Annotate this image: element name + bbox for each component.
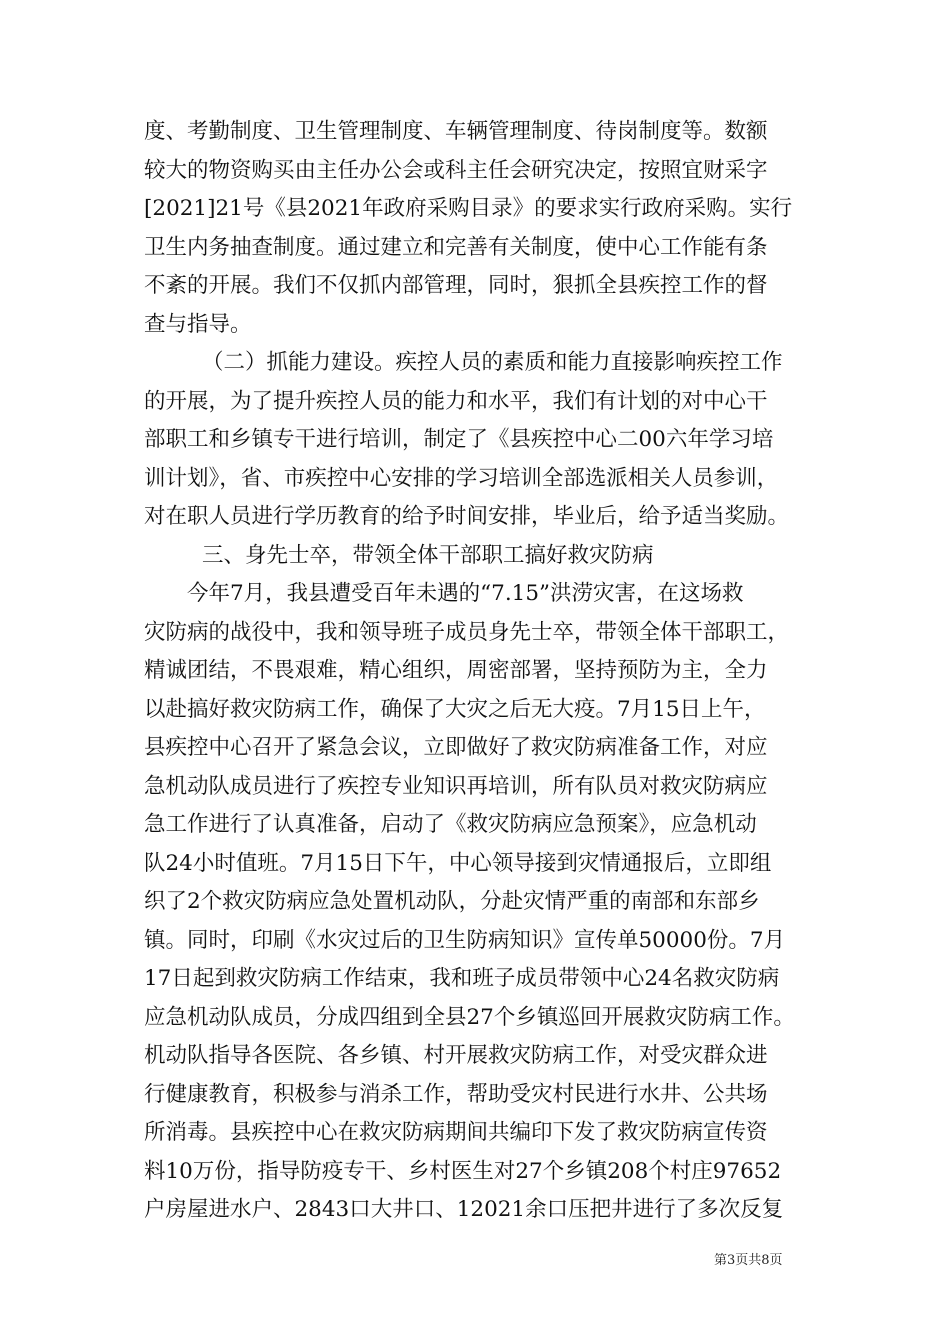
text-line: 应急机动队成员，分成四组到全县27个乡镇巡回开展救灾防病工作。 — [144, 1004, 795, 1030]
page-number: 第3页共8页 — [714, 1253, 783, 1268]
text-line: 料10万份，指导防疫专干、乡村医生对27个乡镇208个村庄97652 — [144, 1158, 782, 1184]
text-line: 织了2个救灾防病应急处置机动队，分赴灾情严重的南部和东部乡 — [144, 889, 760, 914]
text-line: 的开展，为了提升疾控人员的能力和水平，我们有计划的对中心干 — [144, 388, 768, 414]
text-line: [2021]21号《县2021年政府采购目录》的要求实行政府采购。实行 — [144, 196, 793, 221]
text-line: 17日起到救灾防病工作结束，我和班子成员带领中心24名救灾防病 — [144, 966, 780, 991]
text-line: 不紊的开展。我们不仅抓内部管理，同时，狠抓全县疾控工作的督 — [144, 273, 768, 298]
text-line: 以赴搞好救灾防病工作，确保了大灾之后无大疫。7月15日上午， — [144, 696, 766, 722]
section-heading: 三、身先士卒，带领全体干部职工搞好救灾防病 — [202, 542, 654, 568]
text-line: 对在职人员进行学历教育的给予时间安排，毕业后，给予适当奖励。 — [144, 504, 790, 529]
text-line: 精诚团结，不畏艰难，精心组织，周密部署，坚持预防为主，全力 — [144, 658, 768, 683]
text-line: 今年7月，我县遭受百年未遇的“7.15”洪涝灾害，在这场救 — [187, 581, 744, 606]
text-line: 队24小时值班。7月15日下午，中心领导接到灾情通报后，立即组 — [144, 850, 772, 876]
text-line: 部职工和乡镇专干进行培训，制定了《县疾控中心二00六年学习培 — [144, 427, 774, 452]
text-line: 机动队指导各医院、各乡镇、村开展救灾防病工作，对受灾群众进 — [144, 1043, 768, 1068]
text-line: 户房屋进水户、2843口大井口、12021余口压把井进行了多次反复 — [144, 1197, 784, 1222]
text-line: （二）抓能力建设。疾控人员的素质和能力直接影响疾控工作 — [202, 350, 783, 375]
text-line: 查与指导。 — [144, 311, 252, 337]
text-line: 县疾控中心召开了紧急会议，立即做好了救灾防病准备工作，对应 — [144, 735, 768, 760]
text-line: 灾防病的战役中，我和领导班子成员身先士卒，带领全体干部职工， — [144, 619, 790, 645]
text-line: 卫生内务抽查制度。通过建立和完善有关制度，使中心工作能有条 — [144, 234, 768, 260]
text-line: 训计划》，省、市疾控中心安排的学习培训全部选派相关人员参训， — [144, 465, 779, 491]
text-line: 急工作进行了认真准备，启动了《救灾防病应急预案》，应急机动 — [144, 812, 757, 837]
text-line: 镇。同时，印刷《水灾过后的卫生防病知识》宣传单50000份。7月 — [144, 927, 786, 953]
text-line: 所消毒。县疾控中心在救灾防病期间共编印下发了救灾防病宣传资 — [144, 1120, 768, 1145]
body-text — [144, 113, 804, 1230]
text-line: 行健康教育，积极参与消杀工作，帮助受灾村民进行水井、公共场 — [144, 1081, 768, 1107]
text-line: 较大的物资购买由主任办公会或科主任会研究决定，按照宜财采字 — [144, 157, 768, 183]
text-line: 急机动队成员进行了疾控专业知识再培训，所有队员对救灾防病应 — [144, 773, 768, 799]
text-line: 度、考勤制度、卫生管理制度、车辆管理制度、待岗制度等。数额 — [144, 119, 768, 144]
